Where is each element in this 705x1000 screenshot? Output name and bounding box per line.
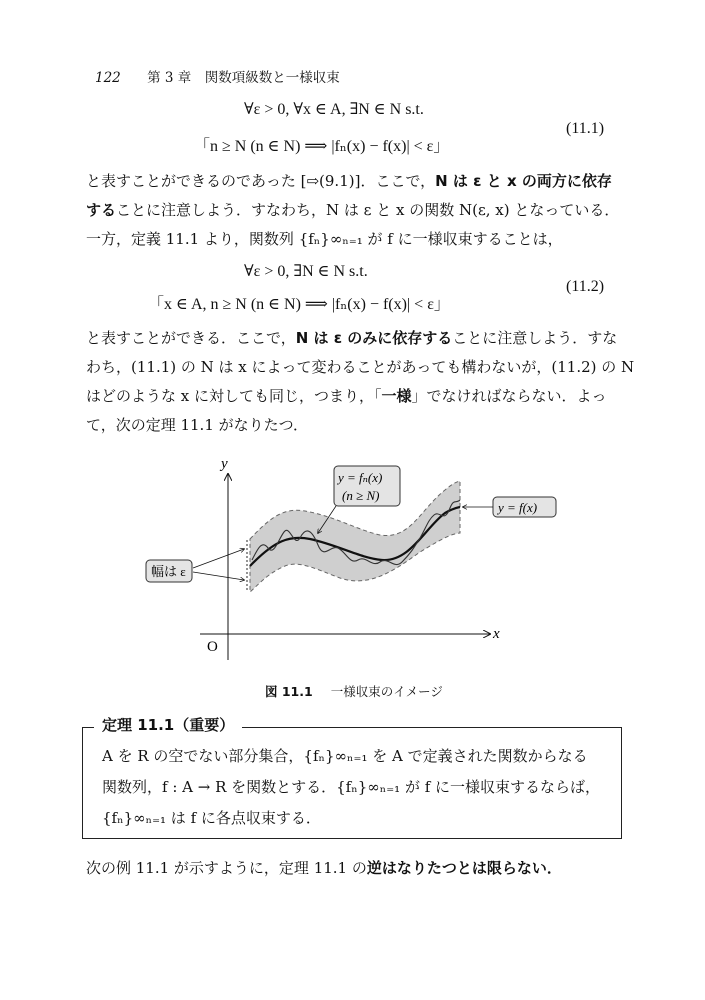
figure-caption-number: 図 11.1 <box>265 684 313 699</box>
page-number: 122 <box>95 70 121 86</box>
para1-line3: 一方，定義 11.1 より，関数列 {fₙ}∞ₙ₌₁ が f に一様収束することは， <box>86 230 563 248</box>
para2-text-b: ことに注意しよう．すな <box>452 329 618 347</box>
y-axis-label: y <box>221 456 228 472</box>
para1-text-2: ことに注意しよう．すなわち，N は ε と x の関数 N(ε, x) となっている． <box>116 201 620 219</box>
eq-11-1-number: (11.1) <box>566 120 605 137</box>
fn-label-2: (n ≥ N) <box>342 488 380 503</box>
para2-line2: わち，(11.1) の N は x によって変わることがあっても構わないが，(11.2) の N <box>86 358 635 376</box>
figure-caption-text: 一様収束のイメージ <box>330 684 443 699</box>
x-axis-label: x <box>493 626 500 642</box>
theorem-line3: {fₙ}∞ₙ₌₁ は f に各点収束する． <box>102 809 321 827</box>
para2-emphasis-2: 一様 <box>381 387 412 405</box>
para1-emphasis-2: する <box>86 201 117 219</box>
theorem-body <box>102 741 600 834</box>
width-label: 幅は ε <box>151 564 186 579</box>
para2-text-c: はどのような x に対しても同じ，つまり，「 <box>86 387 382 405</box>
final-text: 次の例 11.1 が示すように，定理 11.1 の <box>86 859 367 877</box>
theorem-line2: 関数列，f : A → R を関数とする．{fₙ}∞ₙ₌₁ が f に一様収束するならば， <box>102 778 601 796</box>
para2-text-d: 」でなければならない．よっ <box>411 387 607 405</box>
chapter-title: 第 3 章 関数項級数と一様収束 <box>147 70 340 86</box>
eq-11-2-number: (11.2) <box>566 278 605 295</box>
width-arrow-up <box>193 549 244 568</box>
eq-11-2-line2: 「x ∈ A, n ≥ N (n ∈ N) ⟹ |fₙ(x) − f(x)| < ε」 <box>148 296 450 313</box>
para2-text: と表すことができる．ここで， <box>86 329 296 347</box>
origin-label: O <box>207 639 218 655</box>
eq-11-2-line1: ∀ε > 0, ∃N ∈ N s.t. <box>244 263 368 280</box>
eq-11-1-line2: 「n ≥ N (n ∈ N) ⟹ |fₙ(x) − f(x)| < ε」 <box>194 138 450 155</box>
para2-emphasis: N は ε のみに依存する <box>295 329 453 347</box>
theorem-line1: A を R の空でない部分集合，{fₙ}∞ₙ₌₁ を A で定義された関数からなる <box>102 747 588 765</box>
para2-line4: て，次の定理 11.1 がなりたつ． <box>86 416 309 434</box>
f-label: y = f(x) <box>498 500 538 515</box>
eq-11-1-line1: ∀ε > 0, ∀x ∈ A, ∃N ∈ N s.t. <box>244 101 424 118</box>
theorem-title: 定理 11.1（重要） <box>94 714 242 735</box>
width-arrow-down <box>193 572 244 580</box>
final-sentence <box>86 857 562 878</box>
final-emphasis: 逆はなりたつとは限らない． <box>366 859 562 877</box>
para1-emphasis: N は ε と x の両方に依存 <box>435 172 612 190</box>
para1-text: と表すことができるのであった [⇨(9.1)]．ここで， <box>86 172 436 190</box>
fn-label-1: y = fₙ(x) <box>338 470 383 485</box>
figure-caption <box>265 682 443 700</box>
